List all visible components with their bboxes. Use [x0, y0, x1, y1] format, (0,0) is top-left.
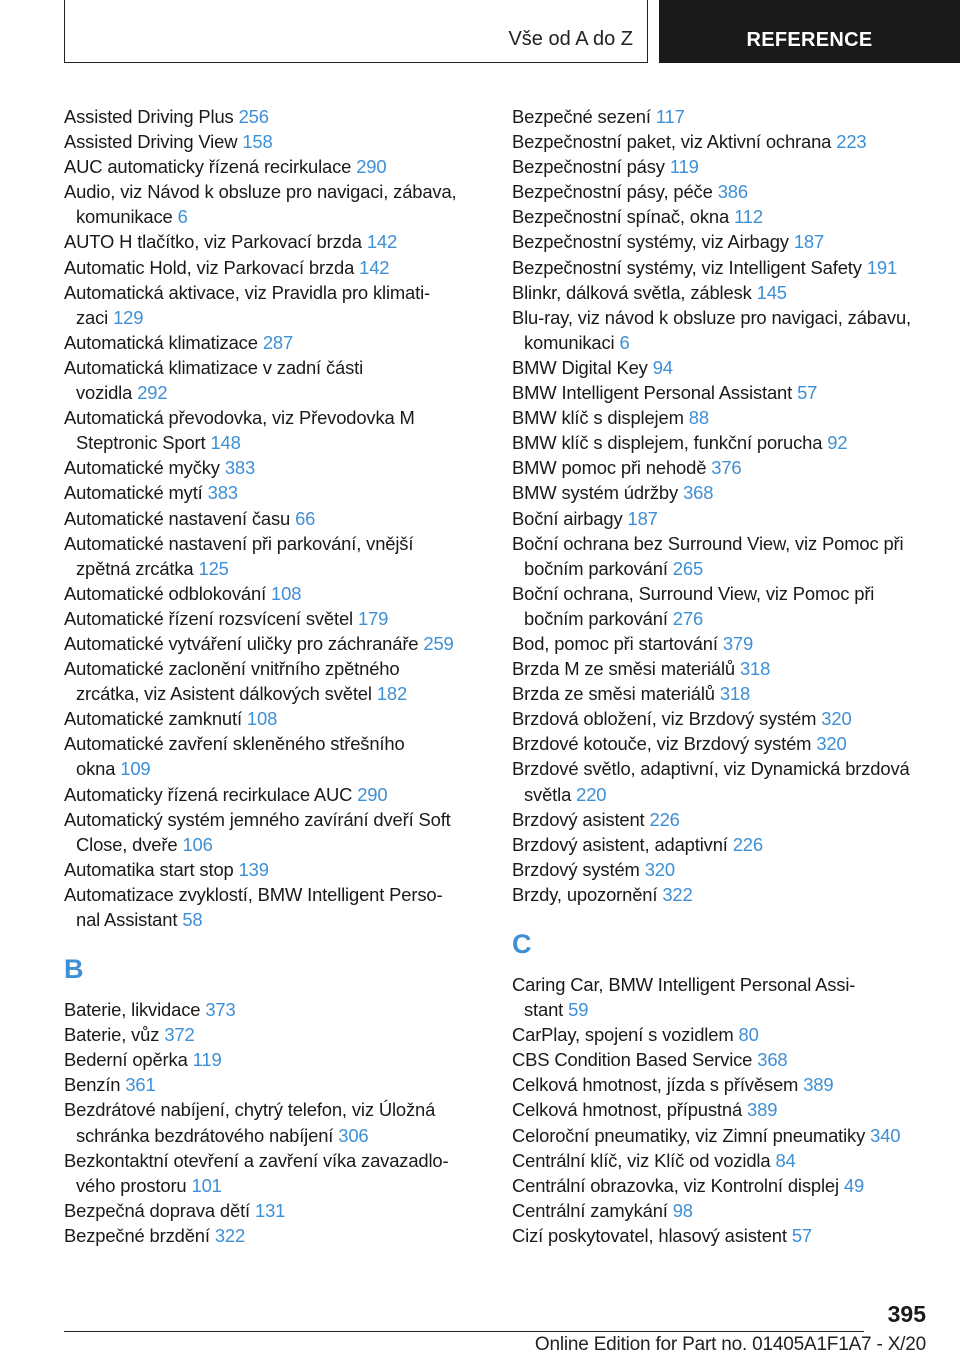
page-link[interactable]: 220 [576, 783, 607, 805]
index-entry [64, 129, 484, 154]
page-header [0, 0, 960, 66]
index-entry-text: Brzdový asistent [512, 808, 645, 830]
page-link[interactable]: 49 [843, 1174, 865, 1196]
page-link[interactable]: 131 [255, 1199, 286, 1221]
footer-divider [64, 1331, 864, 1332]
index-entry [512, 731, 932, 756]
index-entry-text: zpětná zrcátka [76, 557, 194, 579]
page-link[interactable]: 389 [747, 1099, 778, 1121]
index-entry [512, 1022, 932, 1047]
index-entry [64, 857, 484, 882]
page-link[interactable]: 6 [619, 331, 630, 353]
index-entry-text: AUTO H tlačítko, viz Parkovací brzda [64, 231, 362, 253]
index-entry-text: Automatické vytváření uličky pro záchranáře [64, 632, 419, 654]
index-entry-text: Bezpečnostní systémy, viz Intelligent Safety [512, 256, 862, 278]
index-entry [512, 631, 932, 656]
index-entry-text: Baterie, vůz [64, 1024, 160, 1046]
page-link[interactable]: 101 [191, 1174, 222, 1196]
page-link[interactable]: 109 [120, 758, 151, 780]
index-entry [64, 606, 484, 631]
reference-label: REFERENCE [746, 29, 873, 51]
index-entry-text: BMW pomoc při nehodě [512, 457, 707, 479]
page-link[interactable]: 139 [238, 858, 269, 880]
index-entry-text: Brzda M ze směsi materiálů [512, 658, 735, 680]
page-link[interactable]: 191 [866, 256, 898, 278]
index-entry [512, 1072, 932, 1097]
index-entry-text: Brzdová obložení, viz Brzdový systém [512, 708, 817, 730]
index-entry-text: Audio, viz Návod k obsluze pro navigaci, zábava, [64, 181, 457, 203]
index-entry-text: Blu-ray, viz návod k obsluze pro navigaci, zábavu, [512, 306, 912, 328]
index-entry-text: vozidla [76, 382, 133, 404]
page-link[interactable]: 182 [376, 683, 408, 705]
page-link[interactable]: 320 [816, 733, 847, 755]
index-entry [512, 305, 932, 355]
index-entry-text: Benzín [64, 1074, 121, 1096]
index-entry [64, 1198, 484, 1223]
page-link[interactable]: 58 [182, 909, 203, 930]
page-link[interactable]: 320 [644, 858, 675, 880]
index-entry-text: nal Assistant [76, 909, 178, 930]
index-entry-text: AUC automaticky řízená recirkulace [64, 156, 352, 178]
index-entry-text: okna [76, 758, 116, 780]
page-link[interactable]: 80 [738, 1024, 759, 1046]
page-link[interactable]: 386 [717, 181, 748, 203]
index-entry [512, 255, 932, 280]
page-link[interactable]: 226 [649, 808, 680, 830]
page-link[interactable]: 383 [224, 457, 256, 479]
index-entry [512, 455, 932, 480]
page-number: 395 [887, 1301, 926, 1327]
index-column-left [64, 104, 484, 1248]
page-link[interactable]: 108 [271, 582, 302, 604]
index-entry [512, 506, 932, 531]
index-entry-text: Brzda ze směsi materiálů [512, 683, 715, 705]
page-link[interactable]: 223 [836, 131, 867, 153]
index-entry-text: Automatizace zvyklostí, BMW Intelligent Perso‐ [64, 883, 443, 905]
index-entry-text: Automatická klimatizace v zadní části [64, 356, 364, 378]
index-entry-text: Assisted Driving View [64, 131, 238, 153]
page-link[interactable]: 117 [655, 106, 685, 127]
footer-edition: Online Edition for Part no. 01405A1F1A7 - X/20 [534, 1334, 926, 1355]
page-link[interactable]: 276 [672, 607, 704, 629]
index-entry-text: Automatic Hold, viz Parkovací brzda [64, 256, 355, 278]
page-link[interactable]: 265 [672, 557, 704, 579]
page-link[interactable]: 148 [210, 432, 241, 454]
index-entry [64, 1022, 484, 1047]
page-link[interactable]: 259 [423, 632, 454, 654]
index-entry-text: CBS Condition Based Service [512, 1049, 753, 1071]
index-entry [64, 656, 484, 706]
page-link[interactable]: 361 [125, 1074, 156, 1096]
index-entry-text: Brzdy, upozornění [512, 883, 658, 905]
index-entry-text: Bezpečné brzdění [64, 1224, 210, 1246]
index-entry-text: BMW systém údržby [512, 482, 679, 504]
index-entry-text: Assisted Driving Plus [64, 106, 234, 127]
index-entry-text: Boční airbagy [512, 507, 623, 529]
index-entry [64, 355, 484, 405]
page-link[interactable]: 57 [791, 1224, 812, 1246]
page-link[interactable]: 84 [775, 1149, 796, 1171]
index-entry [64, 1047, 484, 1072]
page-link[interactable]: 290 [357, 783, 388, 805]
index-entry [512, 154, 932, 179]
index-entry-text: Bezpečnostní pásy, péče [512, 181, 713, 203]
index-entry-text: Bederní opěrka [64, 1049, 188, 1071]
index-entry [512, 972, 932, 1022]
index-entry-text: Celková hmotnost, jízda s přívěsem [512, 1074, 799, 1096]
index-entry [512, 229, 932, 254]
index-entry [512, 807, 932, 832]
index-entry [64, 229, 484, 254]
index-entry-text: Steptronic Sport [76, 432, 206, 454]
index-entry [512, 1097, 932, 1122]
index-entry [64, 255, 484, 280]
page-link[interactable]: 179 [357, 607, 389, 629]
index-entry [512, 581, 932, 631]
index-entry [64, 997, 484, 1022]
index-entry [64, 179, 484, 229]
page-link[interactable]: 383 [207, 482, 238, 504]
page-link[interactable]: 98 [672, 1199, 693, 1221]
index-entry [512, 355, 932, 380]
index-entry-text: Bezpečnostní spínač, okna [512, 206, 730, 228]
page-link[interactable]: 372 [164, 1024, 195, 1046]
index-entry [512, 531, 932, 581]
page-link[interactable]: 320 [821, 708, 852, 730]
index-entry-text: Caring Car, BMW Intelligent Personal Assi‐ [512, 974, 856, 995]
index-entry-text: schránka bezdrátového nabíjení [76, 1124, 334, 1146]
index-entry-text: Automatika start stop [64, 858, 234, 880]
index-entry [64, 731, 484, 781]
index-entry [512, 405, 932, 430]
index-entry-text: Brzdové kotouče, viz Brzdový systém [512, 733, 812, 755]
index-letter-heading: C [512, 929, 532, 959]
index-entry [512, 1173, 932, 1198]
page-link[interactable]: 376 [711, 457, 742, 479]
page-link[interactable]: 322 [214, 1224, 246, 1246]
index-entry-text: Centrální zamykání [512, 1199, 668, 1221]
index-entry [512, 480, 932, 505]
index-entry [512, 104, 932, 129]
page-link[interactable]: 340 [870, 1124, 901, 1146]
index-entry-text: Automatické mytí [64, 482, 203, 504]
page-link[interactable]: 88 [688, 407, 709, 429]
index-entry [64, 782, 484, 807]
index-entry [64, 882, 484, 932]
section-tab [64, 0, 648, 63]
page-link[interactable]: 226 [732, 833, 763, 855]
page-link[interactable]: 145 [756, 281, 787, 303]
index-entry [64, 506, 484, 531]
index-entry-text: zrcátka, viz Asistent dálkových světel [76, 683, 372, 705]
index-entry-text: BMW klíč s displejem [512, 407, 684, 429]
index-entry-text: Bezpečnostní pásy [512, 156, 665, 178]
page-link[interactable]: 106 [182, 833, 213, 855]
index-entry [512, 129, 932, 154]
page-link[interactable]: 142 [359, 256, 390, 278]
page-link[interactable]: 129 [113, 306, 144, 328]
index-entry-text: Automatická klimatizace [64, 331, 258, 353]
page-link[interactable]: 66 [295, 507, 316, 529]
index-entry [64, 104, 484, 129]
page-link[interactable]: 318 [719, 683, 751, 705]
index-entry [64, 1072, 484, 1097]
index-entry-text: Celková hmotnost, přípustná [512, 1099, 743, 1121]
index-entry [512, 656, 932, 681]
index-entry [64, 154, 484, 179]
page-link[interactable]: 59 [568, 999, 589, 1021]
index-entry-text: Automatické odblokování [64, 582, 267, 604]
index-entry [64, 455, 484, 480]
index-entry-text: Blinkr, dálková světla, záblesk [512, 281, 752, 303]
page-link[interactable]: 389 [803, 1074, 834, 1096]
index-entry [64, 807, 484, 857]
index-entry [64, 480, 484, 505]
index-entry-text: Boční ochrana, Surround View, viz Pomoc při [512, 582, 875, 604]
index-entry [512, 179, 932, 204]
index-entry-text: vého prostoru [76, 1174, 187, 1196]
index-entry-text: Bezpečnostní paket, viz Aktivní ochrana [512, 131, 832, 153]
index-entry-text: Automatické řízení rozsvícení světel [64, 607, 353, 629]
page-link[interactable]: 368 [683, 482, 714, 504]
index-entry-text: bočním parkování [524, 557, 668, 579]
page-link[interactable]: 379 [722, 632, 754, 654]
index-entry [64, 581, 484, 606]
index-entry-text: Automatické nastavení času [64, 507, 291, 529]
index-entry-text: Centrální obrazovka, viz Kontrolní displej [512, 1174, 839, 1196]
index-entry [512, 882, 932, 907]
index-entry [64, 1097, 484, 1147]
page-link[interactable]: 187 [627, 507, 658, 529]
index-entry-text: Automatické zamknutí [64, 708, 242, 730]
index-entry [64, 706, 484, 731]
index-entry-text: BMW Intelligent Personal Assistant [512, 382, 793, 404]
index-entry [512, 832, 932, 857]
index-entry [64, 1148, 484, 1198]
index-column-right [512, 104, 932, 1248]
index-entry-text: Boční ochrana bez Surround View, viz Pomoc při [512, 532, 904, 554]
index-entry-text: Automatické zavření skleněného střešního [64, 733, 405, 755]
index-entry-text: komunikaci [524, 331, 615, 353]
index-entry-text: Automaticky řízená recirkulace AUC [64, 783, 353, 805]
index-entry-text: Brzdové světlo, adaptivní, viz Dynamická brzdová [512, 758, 910, 780]
index-entry-text: zaci [76, 306, 109, 328]
index-entry [64, 280, 484, 330]
index-entry [512, 204, 932, 229]
page-link[interactable]: 92 [827, 432, 848, 454]
page-link[interactable]: 119 [192, 1049, 222, 1071]
index-entry-text: Automatické zaclonění vnitřního zpětného [64, 658, 400, 680]
page-link[interactable]: 119 [669, 156, 699, 178]
index-entry [64, 631, 484, 656]
index-entry-text: Centrální klíč, viz Klíč od vozidla [512, 1149, 771, 1171]
index-entry [512, 380, 932, 405]
page-link[interactable]: 306 [338, 1124, 369, 1146]
page-link[interactable]: 290 [356, 156, 387, 178]
index-entry-text: Bezpečnostní systémy, viz Airbagy [512, 231, 789, 253]
page-link[interactable]: 292 [137, 382, 168, 404]
index-entry-text: CarPlay, spojení s vozidlem [512, 1024, 734, 1046]
index-entry [64, 531, 484, 581]
index-letter-heading: B [64, 954, 84, 985]
index-entry [512, 1148, 932, 1173]
index-entry-text: Bezdrátové nabíjení, chytrý telefon, viz Úložná [64, 1099, 436, 1121]
index-entry-text: světla [524, 783, 572, 805]
index-entry-text: stant [524, 999, 564, 1021]
index-entry-text: Bod, pomoc při startování [512, 632, 718, 654]
page-link[interactable]: 112 [734, 206, 763, 228]
reference-badge [659, 0, 960, 63]
index-entry-text: BMW klíč s displejem, funkční porucha [512, 432, 823, 454]
index-entry-text: Automatické nastavení při parkování, vnější [64, 532, 414, 554]
page-link[interactable]: 256 [238, 106, 269, 127]
index-entry-text: Bezpečné sezení [512, 106, 651, 127]
page-link[interactable]: 322 [662, 883, 693, 905]
index-entry [512, 756, 932, 806]
index-entry-text: komunikace [76, 206, 173, 228]
page-link[interactable]: 158 [242, 131, 273, 153]
index-entry-text: Bezkontaktní otevření a zavření víka zavazadlo‐ [64, 1149, 449, 1171]
page-link[interactable]: 108 [246, 708, 278, 730]
index-entry [64, 330, 484, 355]
page-link[interactable]: 142 [366, 231, 398, 253]
index-entry-text: Close, dveře [76, 833, 178, 855]
page-link[interactable]: 373 [205, 999, 236, 1021]
page-link[interactable]: 287 [262, 331, 294, 353]
index-entry-text: Automatické myčky [64, 457, 220, 479]
index-entry [64, 1223, 484, 1248]
index-entry [512, 681, 932, 706]
index-entry-text: Brzdový asistent, adaptivní [512, 833, 728, 855]
index-entry-text: Brzdový systém [512, 858, 640, 880]
page-link[interactable]: 125 [198, 557, 229, 579]
index-entry-text: Automatická převodovka, viz Převodovka M [64, 407, 415, 429]
index-entry-text: BMW Digital Key [512, 356, 648, 378]
index-entry [512, 1198, 932, 1223]
page-link[interactable]: 318 [739, 658, 771, 680]
index-entry-text: Baterie, likvidace [64, 999, 201, 1021]
index-entry-text: bočním parkování [524, 607, 668, 629]
page-link[interactable]: 94 [652, 356, 673, 378]
index-entry [512, 1223, 932, 1248]
index-entry [512, 430, 932, 455]
index-entry [64, 405, 484, 455]
index-entry [512, 280, 932, 305]
page-link[interactable]: 368 [757, 1049, 788, 1071]
index-entry-text: Automatický systém jemného zavírání dveří Soft [64, 808, 451, 830]
section-title: Vše od A do Z [508, 28, 633, 50]
index-entry [512, 1123, 932, 1148]
index-entry-text: Cizí poskytovatel, hlasový asistent [512, 1224, 787, 1246]
index-entry-text: Bezpečná doprava dětí [64, 1199, 251, 1221]
page-link[interactable]: 6 [177, 206, 188, 228]
page-link[interactable]: 57 [797, 382, 818, 404]
page-link[interactable]: 187 [793, 231, 825, 253]
index-entry-text: Automatická aktivace, viz Pravidla pro klimati‐ [64, 281, 430, 303]
index-entry [512, 857, 932, 882]
index-entry-text: Celoroční pneumatiky, viz Zimní pneumatiky [512, 1124, 866, 1146]
index-entry [512, 706, 932, 731]
index-entry [512, 1047, 932, 1072]
